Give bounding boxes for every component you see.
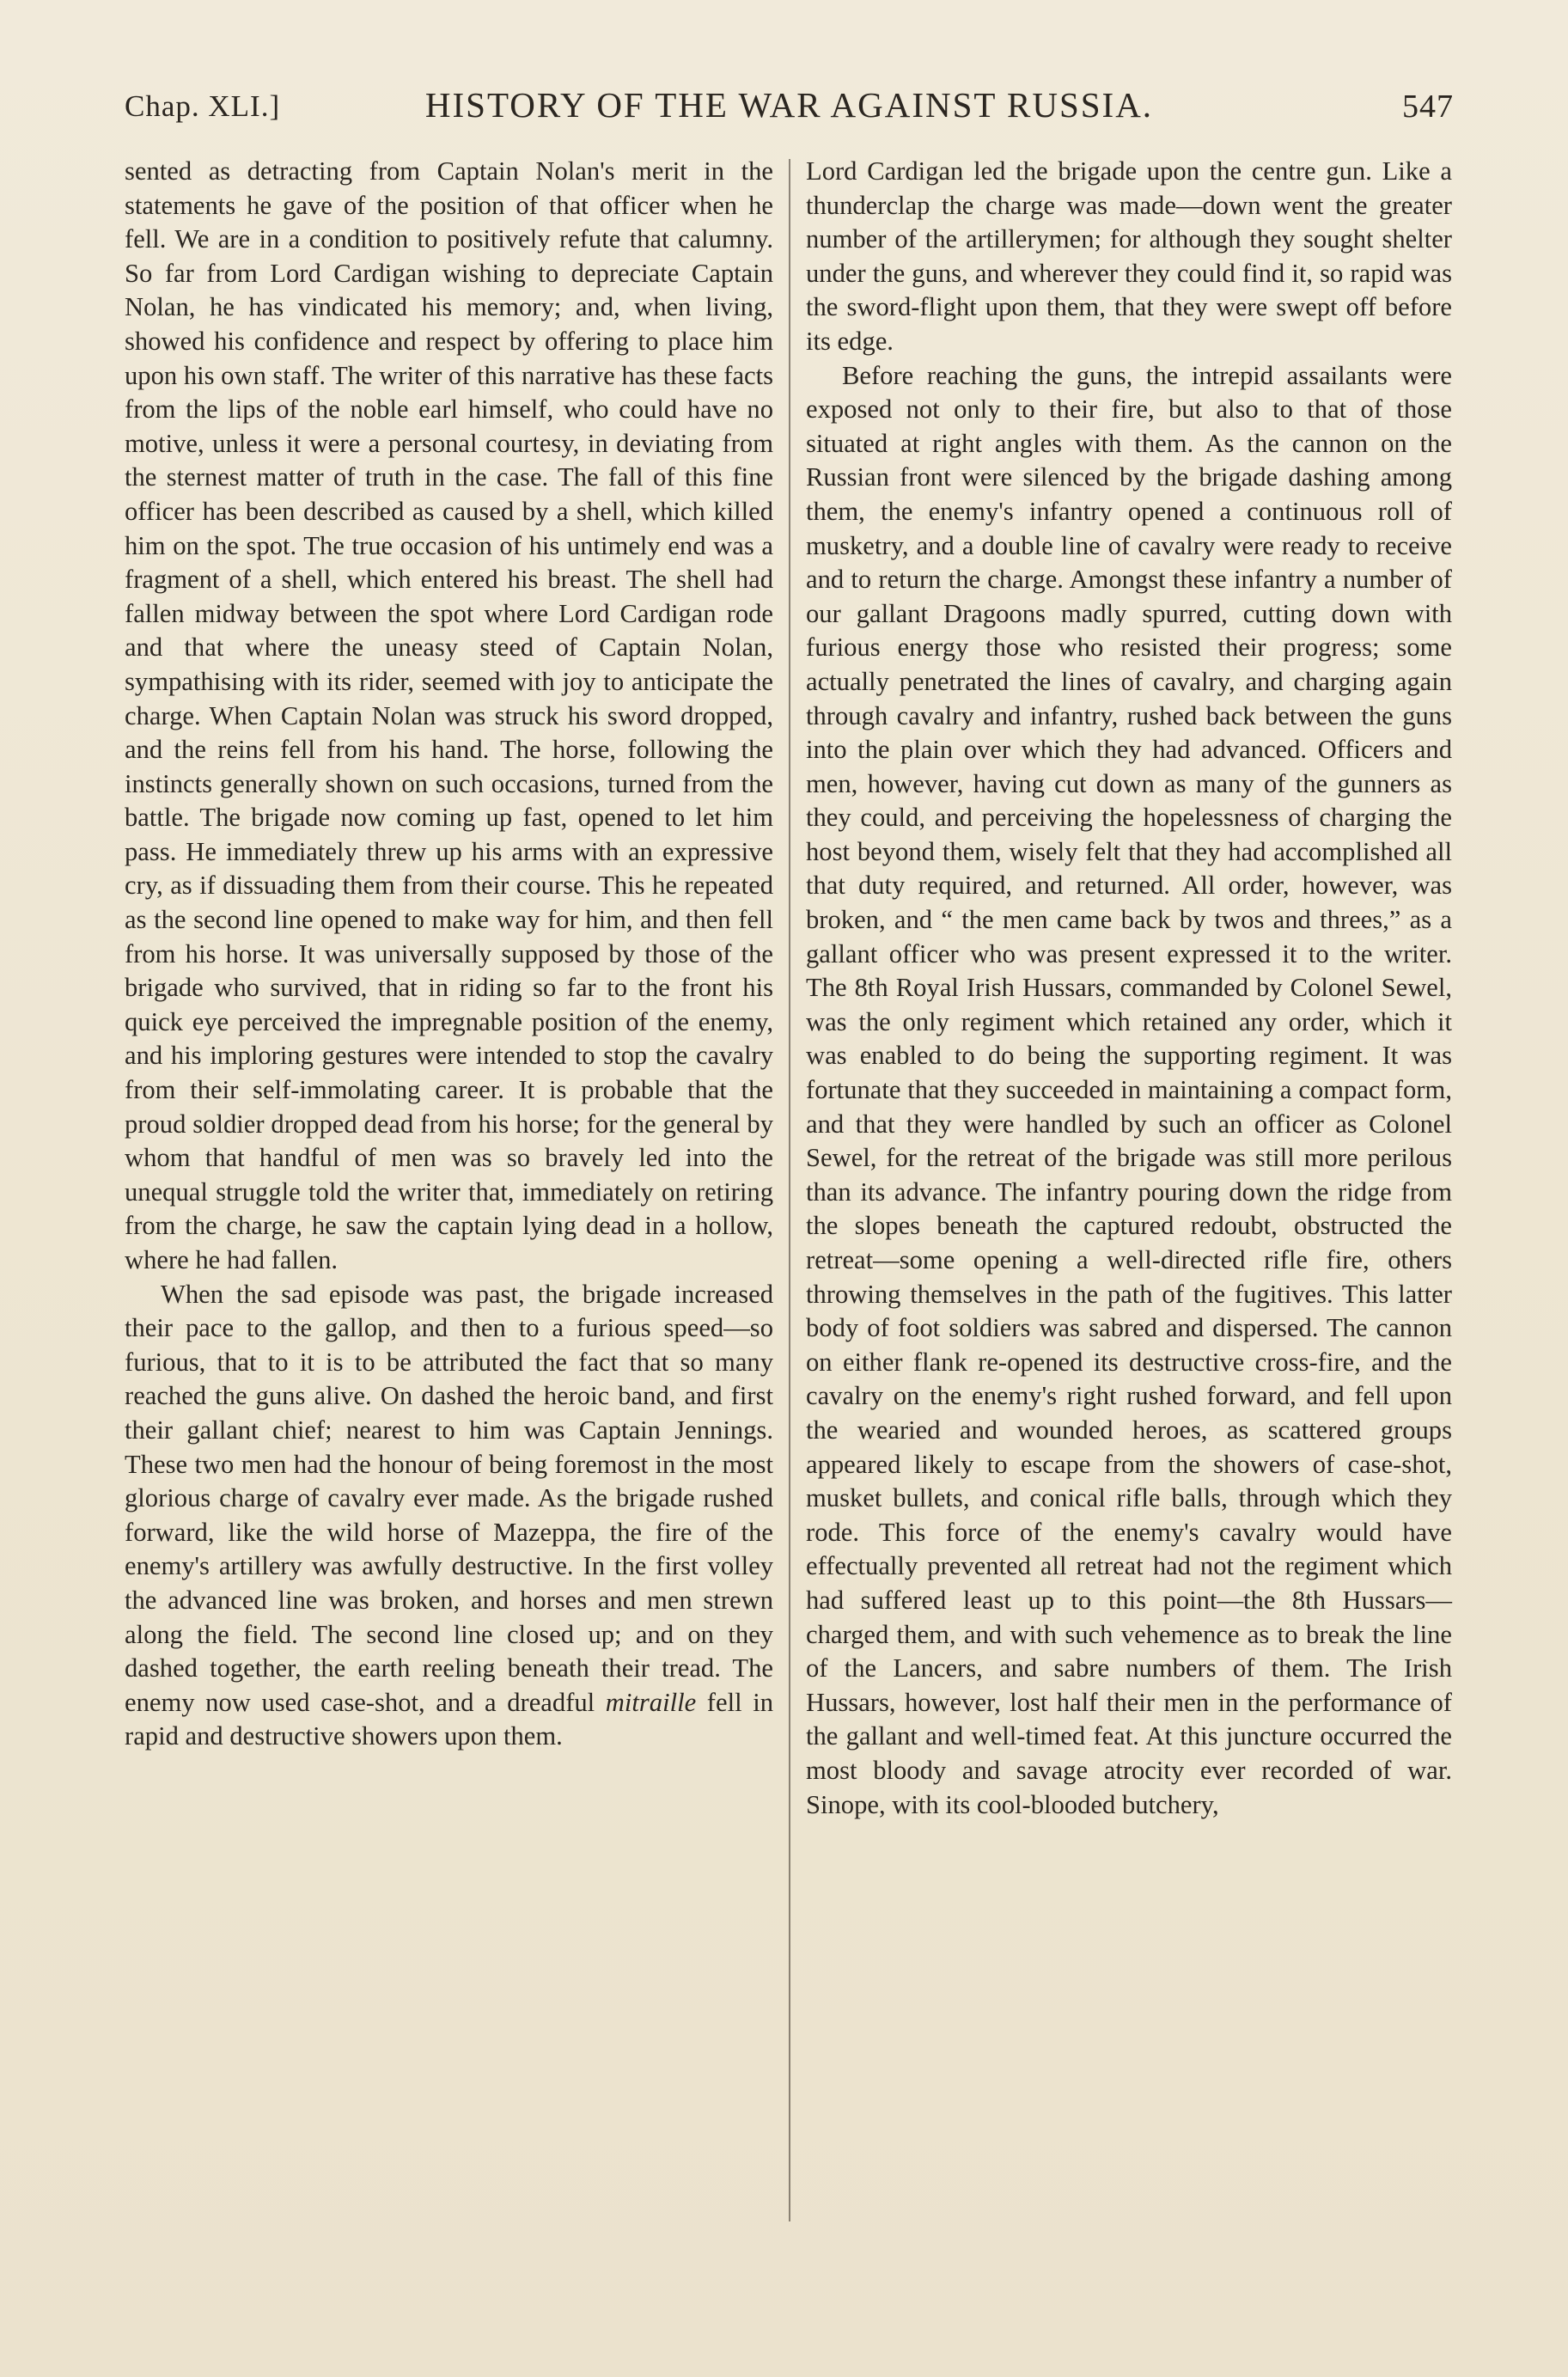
right-paragraph-2: Before reaching the guns, the intrepid assailants were exposed not only to their fire, but also to that of those situated at right angles with them. As the cannon on the Russian front were silenced by the brigade dashing among them, the enemy's infantry opened a continuous roll of musketry, and a double line of cavalry were ready to receive and to return the charge. Amongst these infantry a number of our gallant Dragoons madly spurred, cutting down with furious energy those who resisted their progress; some actually penetrated the lines of cavalry, and charging again through cavalry and infantry, rushed back between the guns into the plain over which they had advanced. Officers and men, however, having cut down as many of the gunners as they could, and perceiving the hopelessness of charging the host beyond them, wisely felt that they had accomplished all that duty required, and returned. All order, however, was broken, and “ the men came back by twos and threes,” as a gallant officer who was present expressed it to the writer. The 8th Royal Irish Hussars, commanded by Colonel Sewel, was the only regiment which retained any order, which it was enabled to do being the supporting regiment. It was fortunate that they succeeded in maintaining a compact form, and that they were handled by such an officer as Colonel Sewel, for the retreat of the brigade was still more perilous than its advance. The infantry pouring down the ridge from the slopes beneath the captured redoubt, obstructed the retreat—some opening a well-directed rifle fire, others throwing themselves in the path of the fugitives. This latter body of foot soldiers was sabred and dispersed. The cannon on either flank re-opened its destructive cross-fire, and the cavalry on the enemy's right rushed forward, and fell upon the wearied and wounded heroes, as scattered groups appeared likely to escape from the showers of case-shot, musket bullets, and conical rifle balls, through which they rode. This force of the enemy's cavalry would have effectually prevented all retreat had not the regiment which had suffered least up to this point—the 8th Hussars—charged them, and with such vehemence as to break the line of the Lancers, and sabre numbers of them. The Irish Hussars, however, lost half their men in the performance of the gallant and well-timed feat. At this juncture occurred the most bloody and savage atrocity ever recorded of war. Sinope, with its cool-blooded butchery, xyxy=(806,360,1452,1819)
column-divider xyxy=(789,159,790,2221)
left-paragraph-1: sented as detracting from Captain Nolan's merit in the statements he gave of the position of that officer when he fell. We are in a condition to positively refute that calumny. So far from Lord Cardigan wishing to depreciate Captain Nolan, he has vindicated his memory; and, when living, showed his confidence and respect by offering to place him upon his own staff. The writer of this narrative has these facts from the lips of the noble earl himself, who could have no motive, unless it were a personal courtesy, in deviating from the sternest matter of truth in the case. The fall of this fine officer has been described as caused by a shell, which killed him on the spot. The true occasion of his untimely end was a fragment of a shell, which entered his breast. The shell had fallen midway between the spot where Lord Cardigan rode and that where the uneasy steed of Captain Nolan, sympathising with its rider, seemed with joy to anticipate the charge. When Captain Nolan was struck his sword dropped, and the reins fell from his hand. The horse, following the instincts generally shown on such occasions, turned from the battle. The brigade now coming up fast, opened to let him pass. He immediately threw up his arms with an expressive cry, as if dissuading them from their course. This he repeated as the second line opened to make way for him, and then fell from his horse. It was universally supposed by those of the brigade who survived, that in riding so far to the front his quick eye perceived the impregnable position of the enemy, and his imploring gestures were intended to stop the cavalry from their self-immolating career. It is probable that the proud soldier dropped dead from his horse; for the general by whom that handful of men was so bravely led into the unequal struggle told the writer that, immediately on retiring from the charge, he saw the captain lying dead in a hollow, where he had fallen. xyxy=(125,156,774,1274)
left-paragraph-2-text-b: fell in rapid and destructive showers upon them. xyxy=(125,1687,773,1751)
left-paragraph-2 xyxy=(125,1278,773,1754)
running-title: HISTORY OF THE WAR AGAINST RUSSIA. xyxy=(424,85,1154,125)
left-paragraph-2-text-a: When the sad episode was past, the brigade increased their pace to the gallop, and then to a furious speed—so furious, that to it is to be attributed the fact that so many reached the guns alive. On dashed the heroic band, and first their gallant chief; nearest to him was Captain Jennings. These two men had the honour of being foremost in the most glorious charge of cavalry ever made. As the brigade rushed forward, like the wild horse of Mazeppa, the fire of the enemy's artillery was awfully destructive. In the first volley the advanced line was broken, and horses and men strewn along the field. The second line closed up; and on they dashed together, the earth reeling beneath their tread. The enemy now used case-shot, and a dreadful xyxy=(125,1279,773,1717)
page-number: 547 xyxy=(1402,89,1454,125)
italic-term: mitraille xyxy=(605,1687,697,1717)
right-paragraph-1: Lord Cardigan led the brigade upon the centre gun. Like a thunderclap the charge was made—down went the greater number of the artillerymen; for although they sought shelter under the guns, and wherever they could find it, so rapid was the sword-flight upon them, that they were swept off before its edge. xyxy=(806,156,1452,356)
chapter-label: Chap. XLI.] xyxy=(125,89,281,123)
running-header xyxy=(125,84,1454,136)
right-column xyxy=(806,155,1452,1822)
left-column xyxy=(125,155,773,1754)
